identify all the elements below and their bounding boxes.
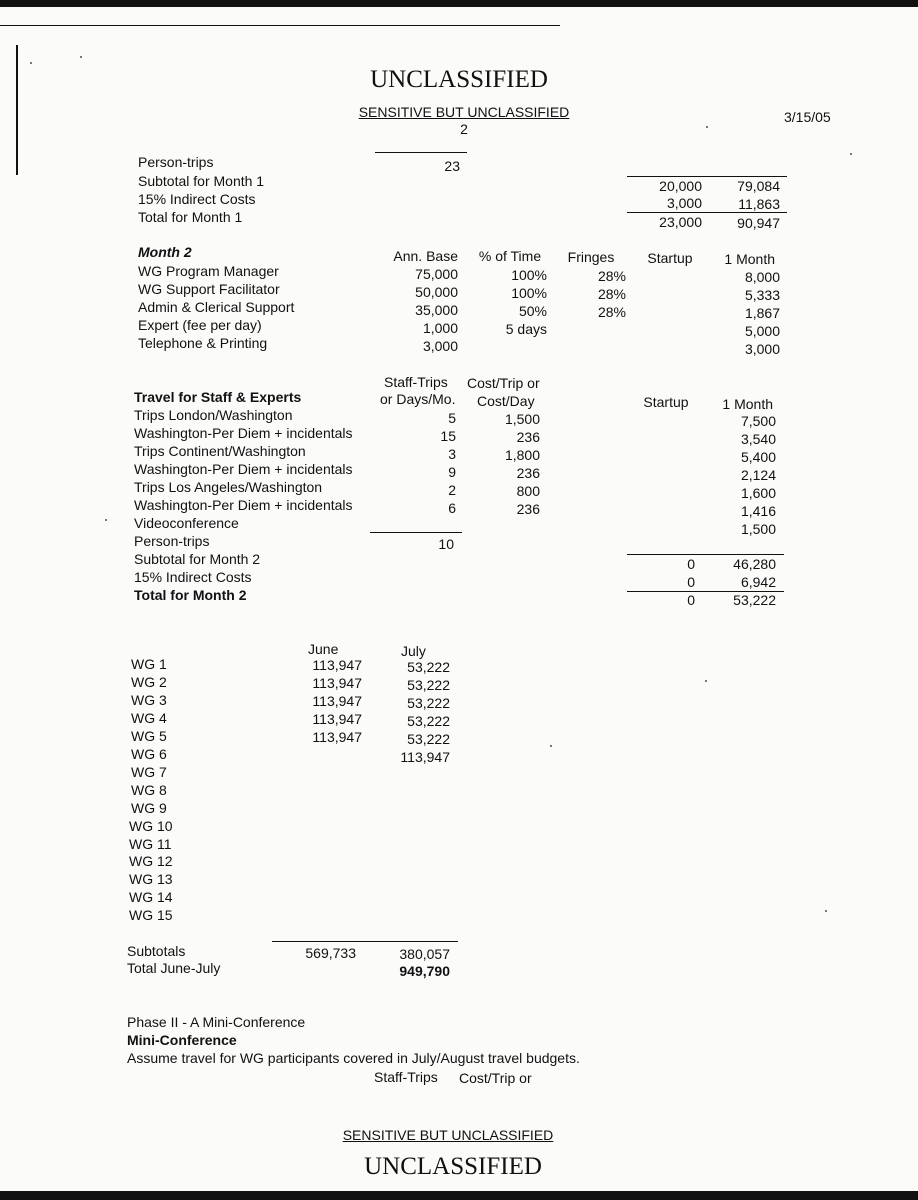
staff-row-label: WG Support Facilitator [138, 281, 280, 297]
wg-row-label: WG 15 [129, 907, 173, 923]
staff-row-month: 3,000 [744, 341, 780, 357]
month2-title: Month 2 [138, 244, 192, 260]
travel-title: Travel for Staff & Experts [134, 389, 302, 405]
wg-row-label: WG 5 [131, 728, 167, 744]
travel-row-label: Trips London/Washington [134, 407, 293, 423]
staff-row-pct: 100% [511, 267, 547, 283]
travel-row-month: 2,124 [740, 467, 776, 483]
subtotal-month2-month: 46,280 [733, 556, 776, 572]
wg-row-label: WG 8 [131, 782, 167, 798]
travel-row-month: 1,500 [740, 521, 776, 537]
total-month2-label: Total for Month 2 [134, 587, 247, 603]
travel-row-cost: 236 [516, 465, 540, 481]
wg-row-july: 53,222 [407, 659, 450, 675]
indirect-month2-label: 15% Indirect Costs [134, 569, 252, 585]
total-month2-startup: 0 [687, 592, 695, 608]
document-date: 3/15/05 [784, 109, 831, 125]
subtotal-july: 380,057 [399, 946, 450, 962]
wg-row-label: WG 2 [131, 674, 167, 690]
staff-row-pct: 5 days [505, 321, 547, 337]
trips-col-header-2: or Days/Mo. [380, 391, 456, 407]
wg-row-july: 53,222 [407, 695, 450, 711]
travel-row-cost: 1,800 [504, 447, 540, 463]
wg-row-label: WG 9 [131, 800, 167, 816]
wg-row-label: WG 4 [131, 710, 167, 726]
fringes-header: Fringes [567, 249, 615, 265]
wg-row-label: WG 11 [129, 836, 172, 852]
total-month2-month: 53,222 [733, 592, 776, 608]
indirect-month1-month: 11,863 [738, 196, 780, 212]
person-trips-label-m2: Person-trips [134, 533, 210, 549]
travel-row-month: 1,416 [740, 503, 776, 519]
staff-row-ann-base: 35,000 [415, 302, 458, 318]
subtotal-month2-startup: 0 [687, 556, 695, 572]
cost-col-header-1: Cost/Trip or [467, 375, 540, 391]
travel-row-month: 1,600 [740, 485, 776, 501]
travel-row-month: 5,400 [740, 449, 776, 465]
wg-row-june: 113,947 [312, 693, 362, 709]
person-trips-value-m1: 23 [444, 158, 460, 174]
travel-row-cost: 800 [516, 483, 540, 499]
travel-row-cost: 236 [516, 501, 540, 517]
travel-row-trips: 15 [440, 428, 456, 444]
subtotal-june: 569,733 [305, 945, 356, 961]
total-june-july-label: Total June-July [127, 960, 221, 976]
travel-row-cost: 236 [516, 429, 540, 445]
classification-bottom: UNCLASSIFIED [364, 1153, 542, 1180]
wg-row-label: WG 1 [131, 656, 167, 672]
indirect-month2-month: 6,942 [740, 574, 776, 590]
top-scan-line [0, 25, 560, 26]
staff-row-label: Expert (fee per day) [138, 317, 262, 333]
subtotal-month2-label: Subtotal for Month 2 [134, 551, 261, 567]
person-trips-value-m2: 10 [438, 536, 454, 552]
travel-row-cost: 1,500 [504, 411, 540, 427]
travel-row-trips: 3 [448, 446, 456, 462]
staff-row-month: 1,867 [744, 305, 780, 321]
travel-row-trips: 5 [448, 410, 456, 426]
staff-row-month: 8,000 [744, 269, 780, 285]
phase2-line: Phase II - A Mini-Conference [127, 1014, 306, 1030]
pct-time-header: % of Time [478, 248, 542, 264]
subtotal-month1-label: Subtotal for Month 1 [138, 173, 265, 189]
travel-row-label: Trips Los Angeles/Washington [134, 479, 323, 495]
bottom-scan-border [0, 1191, 918, 1200]
subtotals-label: Subtotals [127, 943, 186, 959]
staff-row-label: Telephone & Printing [138, 335, 268, 351]
total-june-july-value: 949,790 [399, 963, 450, 979]
phase2-note: Assume travel for WG participants covered in July/August travel budgets. [127, 1050, 580, 1066]
total-month1-startup: 23,000 [659, 214, 702, 230]
trips-col-header-1: Staff-Trips [384, 374, 448, 390]
staff-row-fringes: 28% [597, 304, 626, 320]
travel-row-trips: 6 [448, 500, 456, 516]
staff-row-pct: 50% [518, 303, 547, 319]
wg-row-june: 113,947 [312, 675, 362, 691]
mini-conference-heading: Mini-Conference [127, 1032, 237, 1048]
travel-row-label: Washington-Per Diem + incidentals [134, 425, 353, 441]
travel-row-trips: 9 [448, 464, 456, 480]
travel-row-label: Trips Continent/Washington [134, 443, 306, 459]
wg-row-label: WG 10 [129, 818, 173, 834]
staff-row-month: 5,333 [744, 287, 780, 303]
sensitivity-top: SENSITIVE BUT UNCLASSIFIED [358, 104, 570, 120]
total-month1-month: 90,947 [737, 215, 780, 231]
july-header: July [401, 643, 426, 659]
top-scan-border [0, 0, 918, 7]
left-scan-mark [16, 45, 18, 175]
wg-row-june: 113,947 [312, 711, 362, 727]
staff-row-label: Admin & Clerical Support [138, 299, 295, 315]
wg-row-label: WG 7 [131, 764, 167, 780]
wg-row-label: WG 6 [131, 746, 167, 762]
subtotal-month1-startup: 20,000 [659, 178, 702, 194]
staff-row-label: WG Program Manager [138, 263, 279, 279]
page-number: 2 [460, 121, 468, 137]
travel-row-month: 3,540 [740, 431, 776, 447]
travel-row-label: Washington-Per Diem + incidentals [134, 461, 353, 477]
wg-row-june: 113,947 [312, 729, 362, 745]
wg-row-label: WG 14 [129, 889, 173, 905]
staff-row-month: 5,000 [744, 323, 780, 339]
one-month-header-m2: 1 Month [724, 251, 775, 267]
startup-header-travel: Startup [643, 394, 689, 410]
sensitivity-bottom: SENSITIVE BUT UNCLASSIFIED [342, 1127, 554, 1143]
cost-col-header-2: Cost/Day [477, 393, 535, 409]
staff-row-ann-base: 50,000 [415, 284, 458, 300]
person-trips-label-m1: Person-trips [138, 154, 214, 170]
ann-base-header: Ann. Base [393, 248, 458, 264]
wg-row-june: 113,947 [312, 657, 362, 673]
total-month1-label: Total for Month 1 [138, 209, 243, 225]
one-month-header-travel: 1 Month [722, 396, 773, 412]
indirect-month1-startup: 3,000 [666, 195, 702, 211]
june-header: June [308, 641, 339, 657]
phase2-col1: Staff-Trips [374, 1069, 438, 1085]
wg-row-july: 53,222 [407, 731, 450, 747]
wg-row-label: WG 3 [131, 692, 167, 708]
wg-row-july: 53,222 [407, 713, 450, 729]
staff-row-ann-base: 3,000 [422, 338, 458, 354]
travel-row-label: Videoconference [134, 515, 239, 531]
wg-row-label: WG 13 [129, 871, 173, 887]
indirect-month1-label: 15% Indirect Costs [138, 191, 256, 207]
staff-row-ann-base: 1,000 [422, 320, 458, 336]
staff-row-pct: 100% [511, 285, 547, 301]
startup-header-m2: Startup [647, 250, 693, 266]
staff-row-fringes: 28% [597, 286, 626, 302]
classification-top: UNCLASSIFIED [370, 66, 548, 93]
travel-row-month: 7,500 [740, 413, 776, 429]
phase2-col2: Cost/Trip or [459, 1070, 532, 1086]
subtotal-month1-month: 79,084 [737, 178, 780, 194]
staff-row-fringes: 28% [597, 268, 626, 284]
wg-row-label: WG 12 [129, 853, 173, 869]
travel-row-label: Washington-Per Diem + incidentals [134, 497, 353, 513]
wg-row-july: 113,947 [400, 749, 450, 765]
travel-row-trips: 2 [448, 482, 456, 498]
wg-row-july: 53,222 [407, 677, 450, 693]
staff-row-ann-base: 75,000 [415, 266, 458, 282]
indirect-month2-startup: 0 [687, 574, 695, 590]
